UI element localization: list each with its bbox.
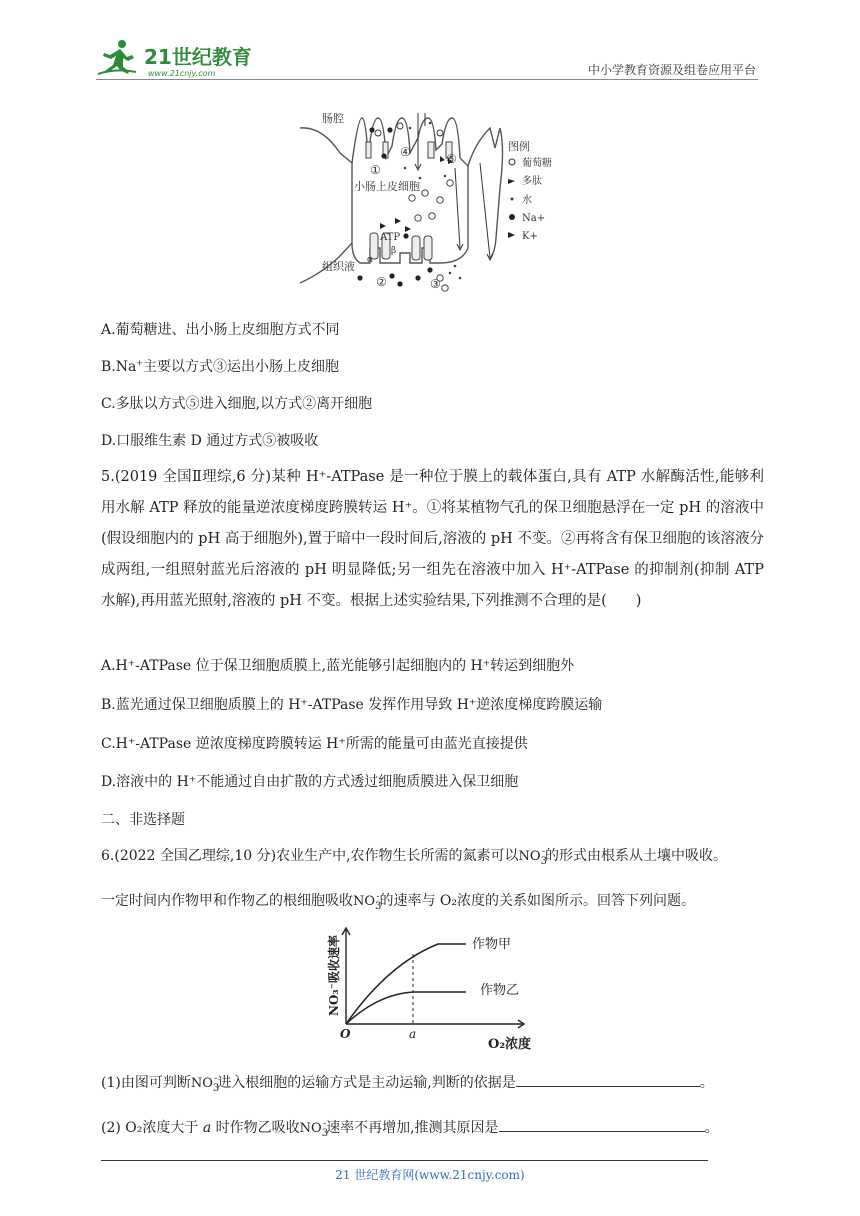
logo-text: 21世纪教育 xyxy=(144,45,252,69)
legend-na: Na+ xyxy=(522,213,546,224)
section-title: 二、非选择题 xyxy=(101,812,185,828)
no3-formula: $NO_3^-$ xyxy=(518,847,547,867)
q5-option-a: A.H⁺-ATPase 位于保卫细胞质膜上,蓝光能够引起细胞内的 H⁺转运到细胞外 xyxy=(101,658,575,674)
no3-formula: $NO_3^-$ xyxy=(190,1074,220,1094)
site-logo xyxy=(96,38,266,78)
q6-line2: 一定时间内作物甲和作物乙的根细胞吸收$NO_3^-$的速率与 O₂浓度的关系如图所示。回答下列问题。 xyxy=(101,892,696,912)
label-lumen: 肠腔 xyxy=(322,112,344,125)
series-crop-yi xyxy=(346,992,466,1024)
logo-url: www.21cnjy.com xyxy=(148,69,216,78)
mark-3: ③ xyxy=(430,277,441,291)
y-axis-label: NO₃⁻吸收速率 xyxy=(327,934,341,1016)
mark-4: ④ xyxy=(400,145,411,159)
platform-title: 中小学教育资源及组卷应用平台 xyxy=(587,63,756,77)
legend-peptide: 多肽 xyxy=(522,176,542,187)
label-beta: β xyxy=(391,246,397,256)
header-divider xyxy=(96,79,758,80)
q6-sub1: (1)由图可判断$NO_3^-$进入根细胞的运输方式是主动运输,判断的依据是 。 xyxy=(101,1074,714,1094)
answer-blank-1[interactable] xyxy=(516,1086,700,1087)
runner-icon xyxy=(98,40,136,74)
q4-option-c: C.多肽以方式⑤进入细胞,以方式②离开细胞 xyxy=(101,396,373,412)
x-axis-label: O₂浓度 xyxy=(488,1037,532,1052)
no3-formula: $NO_3^-$ xyxy=(299,1119,329,1139)
q4-option-d: D.口服维生素 D 通过方式⑤被吸收 xyxy=(101,433,319,449)
series-label-jia: 作物甲 xyxy=(472,937,512,952)
mark-5: ⑤ xyxy=(446,152,457,166)
q4-option-b: B.Na+主要以方式③运出小肠上皮细胞 xyxy=(101,358,340,375)
mark-1: ① xyxy=(370,163,381,177)
intestine-cell-diagram xyxy=(300,108,570,298)
q5-option-b: B.蓝光通过保卫细胞质膜上的 H⁺-ATPase 发挥作用导致 H⁺逆浓度梯度跨膜运输 xyxy=(101,697,603,713)
origin-label: O xyxy=(340,1027,351,1041)
q5-option-c: C.H⁺-ATPase 逆浓度梯度跨膜转运 H⁺所需的能量可由蓝光直接提供 xyxy=(101,736,528,752)
footer-text: 21 世纪教育网(www.21cnjy.com) xyxy=(335,1168,525,1182)
series-label-yi: 作物乙 xyxy=(480,983,520,998)
mark-2: ② xyxy=(376,275,387,289)
series-crop-jia xyxy=(346,944,466,1024)
legend-glucose: 葡萄糖 xyxy=(522,158,552,169)
label-atp: ATP xyxy=(380,232,401,243)
q5-option-d: D.溶液中的 H⁺不能通过自由扩散的方式透过细胞质膜进入保卫细胞 xyxy=(101,774,519,790)
legend-k: K+ xyxy=(522,231,538,242)
no3-formula: $NO_3^-$ xyxy=(353,892,382,912)
x-tick-a: a xyxy=(409,1027,417,1041)
channel-1 xyxy=(366,142,371,158)
q5-stem: 5.(2019 全国Ⅱ理综,6 分)某种 H⁺-ATPase 是一种位于膜上的载体蛋白,具有 ATP 水解酶活性,能够利用水解 ATP 释放的能量逆浓度梯度跨膜转运 H⁺。①将某植物气孔的保卫细胞悬浮在一定 pH 的溶液中(假设细胞内的 pH 高于细胞外),置于暗中一段时间后,溶液的 pH 不变。②再将含有保卫细胞的该溶液分成两组,一组照射蓝光后溶液的 pH 明显降低;另一组先在溶液中加入 H⁺-ATPase 的抑制剂(抑制 ATP 水解),再用蓝光照射,溶液的 pH 不变。根据上述实验结果,下列推测不合理的是( ) xyxy=(101,469,764,609)
legend-title: 图例 xyxy=(508,140,530,153)
label-cell: 小肠上皮细胞 xyxy=(354,180,420,193)
label-alpha: α xyxy=(367,255,374,265)
label-tissue-fluid: 组织液 xyxy=(322,260,355,273)
q4-option-a: A.葡萄糖进、出小肠上皮细胞方式不同 xyxy=(101,322,340,338)
q6-sub2: (2) O₂浓度大于 a 时作物乙吸收$NO_3^-$速率不再增加,推测其原因是 。 xyxy=(101,1119,719,1139)
legend-water: 水 xyxy=(522,195,532,206)
uptake-chart xyxy=(318,924,538,1060)
answer-blank-2[interactable] xyxy=(499,1131,705,1132)
footer-divider xyxy=(101,1160,708,1161)
q6-line1: 6.(2022 全国乙理综,10 分)农业生产中,农作物生长所需的氮素可以$NO_3^-$的形式由根系从土壤中吸收。 xyxy=(101,847,727,867)
